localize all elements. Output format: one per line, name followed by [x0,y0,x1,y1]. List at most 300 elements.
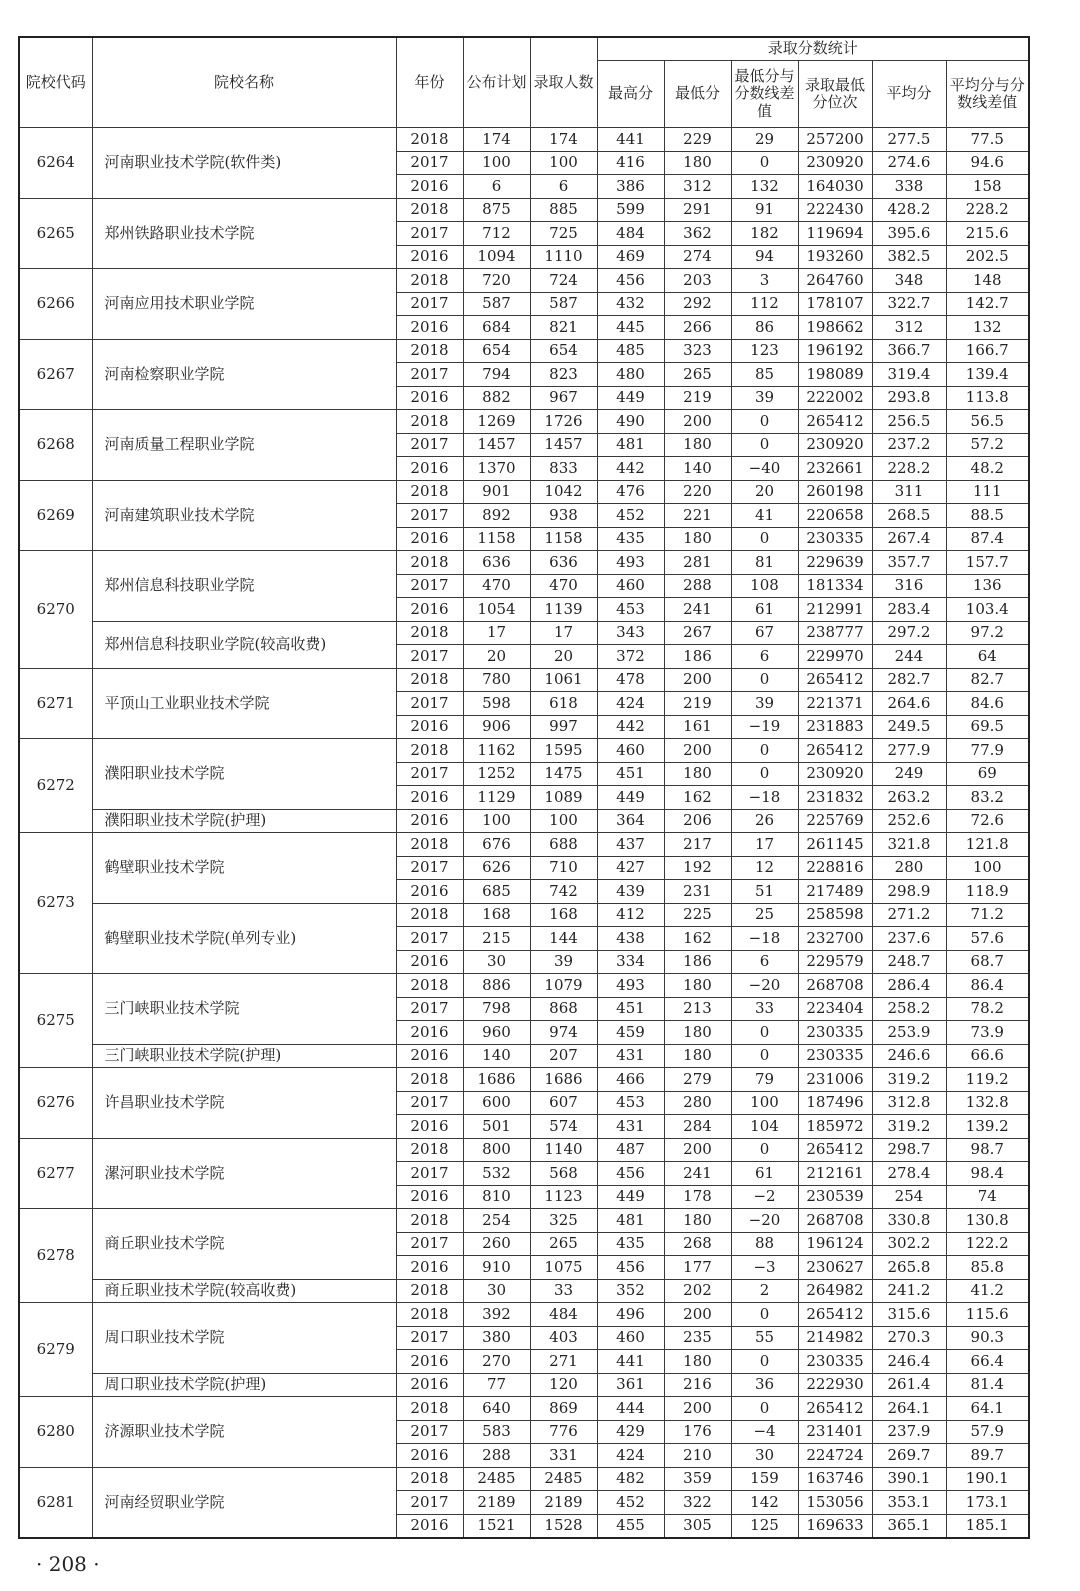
min-score-cell: 231 [664,880,731,904]
max-score-cell: 455 [597,1514,664,1538]
min-score-cell: 186 [664,645,731,669]
min-score-cell: 229 [664,128,731,152]
plan-cell: 798 [463,997,530,1021]
school-code: 6270 [19,551,92,669]
year-cell: 2018 [396,1397,463,1421]
max-score-cell: 444 [597,1397,664,1421]
admitted-cell: 100 [530,809,597,833]
plan-cell: 380 [463,1326,530,1350]
max-score-cell: 481 [597,1209,664,1233]
min-rank-cell: 222930 [798,1373,872,1397]
avg-score-cell: 278.4 [872,1162,946,1186]
min-diff-cell: −19 [731,715,798,739]
school-name: 河南应用技术职业学院 [92,269,396,340]
school-name: 河南建筑职业技术学院 [92,480,396,551]
avg-diff-cell: 103.4 [946,598,1029,622]
min-rank-cell: 230920 [798,151,872,175]
year-cell: 2017 [396,433,463,457]
admitted-cell: 484 [530,1303,597,1327]
min-diff-cell: −40 [731,457,798,481]
school-name: 郑州铁路职业技术学院 [92,198,396,269]
avg-score-cell: 254 [872,1185,946,1209]
school-code: 6279 [19,1303,92,1397]
min-diff-cell: 12 [731,856,798,880]
min-rank-cell: 268708 [798,974,872,998]
admitted-cell: 1061 [530,668,597,692]
min-diff-cell: 39 [731,692,798,716]
year-cell: 2018 [396,668,463,692]
max-score-cell: 459 [597,1021,664,1045]
avg-diff-cell: 56.5 [946,410,1029,434]
min-score-cell: 180 [664,1350,731,1374]
min-diff-cell: 0 [731,1350,798,1374]
plan-cell: 780 [463,668,530,692]
min-rank-cell: 193260 [798,245,872,269]
avg-diff-cell: 48.2 [946,457,1029,481]
avg-score-cell: 269.7 [872,1444,946,1468]
header-year: 年份 [396,37,463,128]
avg-score-cell: 256.5 [872,410,946,434]
max-score-cell: 484 [597,222,664,246]
max-score-cell: 460 [597,1326,664,1350]
admitted-cell: 636 [530,551,597,575]
max-score-cell: 469 [597,245,664,269]
avg-diff-cell: 69 [946,762,1029,786]
avg-score-cell: 319.2 [872,1115,946,1139]
admitted-cell: 654 [530,339,597,363]
plan-cell: 270 [463,1350,530,1374]
year-cell: 2017 [396,762,463,786]
plan-cell: 684 [463,316,530,340]
table-row [19,269,1029,293]
header-stats-group: 录取分数统计 [597,37,1029,61]
min-diff-cell: 29 [731,128,798,152]
max-score-cell: 412 [597,903,664,927]
max-score-cell: 493 [597,974,664,998]
year-cell: 2017 [396,1232,463,1256]
avg-score-cell: 252.6 [872,809,946,833]
avg-diff-cell: 86.4 [946,974,1029,998]
school-name: 漯河职业技术学院 [92,1138,396,1209]
school-name: 许昌职业技术学院 [92,1068,396,1139]
plan-cell: 676 [463,833,530,857]
min-score-cell: 288 [664,574,731,598]
admitted-cell: 2485 [530,1467,597,1491]
header-min-diff: 最低分与分数线差值 [731,61,798,128]
year-cell: 2016 [396,715,463,739]
max-score-cell: 424 [597,1444,664,1468]
min-rank-cell: 119694 [798,222,872,246]
admitted-cell: 17 [530,621,597,645]
admission-table-container [18,36,1028,1539]
school-name: 三门峡职业技术学院 [92,974,396,1045]
min-diff-cell: 0 [731,151,798,175]
min-diff-cell: 79 [731,1068,798,1092]
avg-score-cell: 249 [872,762,946,786]
header-plan: 公布计划 [463,37,530,128]
admitted-cell: 967 [530,386,597,410]
min-score-cell: 280 [664,1091,731,1115]
min-rank-cell: 198089 [798,363,872,387]
school-code: 6277 [19,1138,92,1209]
plan-cell: 260 [463,1232,530,1256]
year-cell: 2018 [396,974,463,998]
avg-diff-cell: 73.9 [946,1021,1029,1045]
year-cell: 2018 [396,833,463,857]
avg-score-cell: 264.6 [872,692,946,716]
table-row [19,1397,1029,1421]
plan-cell: 100 [463,809,530,833]
min-score-cell: 180 [664,151,731,175]
admitted-cell: 607 [530,1091,597,1115]
header-code: 院校代码 [19,37,92,128]
avg-diff-cell: 97.2 [946,621,1029,645]
min-rank-cell: 231006 [798,1068,872,1092]
max-score-cell: 480 [597,363,664,387]
plan-cell: 30 [463,950,530,974]
plan-cell: 901 [463,480,530,504]
header-min: 最低分 [664,61,731,128]
avg-score-cell: 237.2 [872,433,946,457]
plan-cell: 600 [463,1091,530,1115]
min-score-cell: 177 [664,1256,731,1280]
plan-cell: 1158 [463,527,530,551]
school-name: 商丘职业技术学院 [92,1209,396,1280]
admitted-cell: 120 [530,1373,597,1397]
avg-diff-cell: 132.8 [946,1091,1029,1115]
school-code: 6264 [19,128,92,199]
min-score-cell: 359 [664,1467,731,1491]
avg-score-cell: 264.1 [872,1397,946,1421]
avg-diff-cell: 82.7 [946,668,1029,692]
avg-diff-cell: 118.9 [946,880,1029,904]
avg-score-cell: 228.2 [872,457,946,481]
year-cell: 2016 [396,809,463,833]
plan-cell: 1269 [463,410,530,434]
min-score-cell: 281 [664,551,731,575]
min-diff-cell: −3 [731,1256,798,1280]
avg-score-cell: 316 [872,574,946,598]
min-diff-cell: 0 [731,1397,798,1421]
min-rank-cell: 268708 [798,1209,872,1233]
min-score-cell: 186 [664,950,731,974]
avg-diff-cell: 98.7 [946,1138,1029,1162]
min-score-cell: 266 [664,316,731,340]
table-row [19,480,1029,504]
min-score-cell: 219 [664,386,731,410]
year-cell: 2016 [396,457,463,481]
min-score-cell: 241 [664,598,731,622]
plan-cell: 587 [463,292,530,316]
avg-score-cell: 283.4 [872,598,946,622]
year-cell: 2018 [396,1138,463,1162]
min-score-cell: 162 [664,786,731,810]
min-rank-cell: 163746 [798,1467,872,1491]
avg-diff-cell: 72.6 [946,809,1029,833]
school-code: 6272 [19,739,92,833]
min-score-cell: 200 [664,739,731,763]
year-cell: 2016 [396,598,463,622]
avg-score-cell: 348 [872,269,946,293]
plan-cell: 288 [463,1444,530,1468]
avg-diff-cell: 77.9 [946,739,1029,763]
min-score-cell: 284 [664,1115,731,1139]
plan-cell: 910 [463,1256,530,1280]
admitted-cell: 325 [530,1209,597,1233]
min-score-cell: 203 [664,269,731,293]
min-score-cell: 323 [664,339,731,363]
plan-cell: 20 [463,645,530,669]
min-rank-cell: 238777 [798,621,872,645]
avg-diff-cell: 139.4 [946,363,1029,387]
plan-cell: 140 [463,1044,530,1068]
min-rank-cell: 164030 [798,175,872,199]
avg-diff-cell: 190.1 [946,1467,1029,1491]
school-name: 郑州信息科技职业学院(较高收费) [92,621,396,668]
min-score-cell: 200 [664,668,731,692]
school-code: 6281 [19,1467,92,1538]
year-cell: 2016 [396,175,463,199]
admitted-cell: 587 [530,292,597,316]
min-rank-cell: 217489 [798,880,872,904]
max-score-cell: 481 [597,433,664,457]
table-row [19,339,1029,363]
min-diff-cell: 0 [731,668,798,692]
avg-score-cell: 353.1 [872,1491,946,1515]
plan-cell: 470 [463,574,530,598]
admitted-cell: 618 [530,692,597,716]
plan-cell: 6 [463,175,530,199]
avg-score-cell: 298.9 [872,880,946,904]
avg-diff-cell: 87.4 [946,527,1029,551]
year-cell: 2018 [396,1279,463,1303]
year-cell: 2018 [396,551,463,575]
avg-score-cell: 311 [872,480,946,504]
min-score-cell: 210 [664,1444,731,1468]
min-diff-cell: 33 [731,997,798,1021]
year-cell: 2017 [396,504,463,528]
min-score-cell: 213 [664,997,731,1021]
plan-cell: 1094 [463,245,530,269]
avg-score-cell: 395.6 [872,222,946,246]
admitted-cell: 833 [530,457,597,481]
plan-cell: 392 [463,1303,530,1327]
min-rank-cell: 261145 [798,833,872,857]
min-rank-cell: 231832 [798,786,872,810]
min-rank-cell: 231401 [798,1420,872,1444]
avg-score-cell: 365.1 [872,1514,946,1538]
max-score-cell: 441 [597,1350,664,1374]
admitted-cell: 174 [530,128,597,152]
min-diff-cell: −2 [731,1185,798,1209]
avg-score-cell: 338 [872,175,946,199]
school-name: 周口职业技术学院 [92,1303,396,1374]
header-name: 院校名称 [92,37,396,128]
max-score-cell: 456 [597,1162,664,1186]
min-score-cell: 180 [664,974,731,998]
max-score-cell: 452 [597,504,664,528]
header-max: 最高分 [597,61,664,128]
avg-diff-cell: 84.6 [946,692,1029,716]
year-cell: 2017 [396,645,463,669]
min-score-cell: 235 [664,1326,731,1350]
table-row [19,128,1029,152]
table-row [19,668,1029,692]
table-row [19,198,1029,222]
year-cell: 2016 [396,1373,463,1397]
max-score-cell: 496 [597,1303,664,1327]
plan-cell: 254 [463,1209,530,1233]
plan-cell: 712 [463,222,530,246]
avg-score-cell: 280 [872,856,946,880]
min-rank-cell: 264760 [798,269,872,293]
max-score-cell: 493 [597,551,664,575]
plan-cell: 685 [463,880,530,904]
plan-cell: 532 [463,1162,530,1186]
min-rank-cell: 231883 [798,715,872,739]
admitted-cell: 1075 [530,1256,597,1280]
avg-score-cell: 267.4 [872,527,946,551]
avg-diff-cell: 64.1 [946,1397,1029,1421]
admitted-cell: 1595 [530,739,597,763]
min-diff-cell: 0 [731,1303,798,1327]
max-score-cell: 456 [597,269,664,293]
min-score-cell: 162 [664,927,731,951]
admitted-cell: 1686 [530,1068,597,1092]
avg-diff-cell: 100 [946,856,1029,880]
avg-diff-cell: 215.6 [946,222,1029,246]
max-score-cell: 460 [597,574,664,598]
avg-score-cell: 319.4 [872,363,946,387]
admitted-cell: 823 [530,363,597,387]
year-cell: 2018 [396,198,463,222]
min-rank-cell: 178107 [798,292,872,316]
table-row [19,1373,1029,1397]
avg-diff-cell: 89.7 [946,1444,1029,1468]
min-rank-cell: 187496 [798,1091,872,1115]
admitted-cell: 1079 [530,974,597,998]
min-rank-cell: 169633 [798,1514,872,1538]
min-rank-cell: 229639 [798,551,872,575]
year-cell: 2016 [396,1514,463,1538]
min-rank-cell: 264982 [798,1279,872,1303]
max-score-cell: 449 [597,1185,664,1209]
year-cell: 2016 [396,1115,463,1139]
max-score-cell: 482 [597,1467,664,1491]
avg-diff-cell: 57.6 [946,927,1029,951]
min-rank-cell: 224724 [798,1444,872,1468]
page-number: · 208 · [36,1552,100,1576]
min-score-cell: 305 [664,1514,731,1538]
min-rank-cell: 153056 [798,1491,872,1515]
year-cell: 2016 [396,316,463,340]
admitted-cell: 2189 [530,1491,597,1515]
admitted-cell: 1089 [530,786,597,810]
plan-cell: 810 [463,1185,530,1209]
year-cell: 2018 [396,1303,463,1327]
year-cell: 2016 [396,1444,463,1468]
avg-diff-cell: 148 [946,269,1029,293]
max-score-cell: 435 [597,527,664,551]
max-score-cell: 442 [597,457,664,481]
min-rank-cell: 221371 [798,692,872,716]
min-diff-cell: 0 [731,762,798,786]
avg-diff-cell: 57.9 [946,1420,1029,1444]
min-diff-cell: −18 [731,786,798,810]
admitted-cell: 1110 [530,245,597,269]
avg-diff-cell: 142.7 [946,292,1029,316]
year-cell: 2016 [396,1021,463,1045]
table-row [19,1209,1029,1233]
admitted-cell: 724 [530,269,597,293]
max-score-cell: 352 [597,1279,664,1303]
avg-diff-cell: 139.2 [946,1115,1029,1139]
min-diff-cell: 0 [731,1044,798,1068]
school-code: 6265 [19,198,92,269]
min-rank-cell: 230335 [798,1021,872,1045]
school-code: 6273 [19,833,92,974]
min-diff-cell: 94 [731,245,798,269]
max-score-cell: 361 [597,1373,664,1397]
admitted-cell: 885 [530,198,597,222]
school-code: 6268 [19,410,92,481]
admitted-cell: 1528 [530,1514,597,1538]
year-cell: 2016 [396,1044,463,1068]
admitted-cell: 568 [530,1162,597,1186]
table-row [19,739,1029,763]
school-name: 平顶山工业职业技术学院 [92,668,396,739]
avg-diff-cell: 68.7 [946,950,1029,974]
min-rank-cell: 265412 [798,1138,872,1162]
min-diff-cell: 132 [731,175,798,199]
year-cell: 2018 [396,339,463,363]
year-cell: 2018 [396,480,463,504]
avg-score-cell: 274.6 [872,151,946,175]
admission-score-table [18,36,1030,1539]
min-rank-cell: 185972 [798,1115,872,1139]
avg-diff-cell: 41.2 [946,1279,1029,1303]
min-rank-cell: 212161 [798,1162,872,1186]
admitted-cell: 168 [530,903,597,927]
min-diff-cell: 125 [731,1514,798,1538]
table-row [19,974,1029,998]
min-rank-cell: 196124 [798,1232,872,1256]
min-rank-cell: 230335 [798,1350,872,1374]
avg-diff-cell: 113.8 [946,386,1029,410]
min-score-cell: 225 [664,903,731,927]
min-rank-cell: 257200 [798,128,872,152]
min-diff-cell: 81 [731,551,798,575]
year-cell: 2017 [396,1491,463,1515]
avg-score-cell: 270.3 [872,1326,946,1350]
admitted-cell: 1139 [530,598,597,622]
plan-cell: 960 [463,1021,530,1045]
min-diff-cell: 2 [731,1279,798,1303]
school-name: 商丘职业技术学院(较高收费) [92,1279,396,1303]
school-code: 6275 [19,974,92,1068]
min-rank-cell: 222002 [798,386,872,410]
min-rank-cell: 181334 [798,574,872,598]
avg-score-cell: 319.2 [872,1068,946,1092]
min-diff-cell: 17 [731,833,798,857]
avg-diff-cell: 130.8 [946,1209,1029,1233]
min-diff-cell: 0 [731,433,798,457]
min-diff-cell: 0 [731,410,798,434]
avg-diff-cell: 66.4 [946,1350,1029,1374]
admitted-cell: 207 [530,1044,597,1068]
avg-diff-cell: 185.1 [946,1514,1029,1538]
min-score-cell: 362 [664,222,731,246]
